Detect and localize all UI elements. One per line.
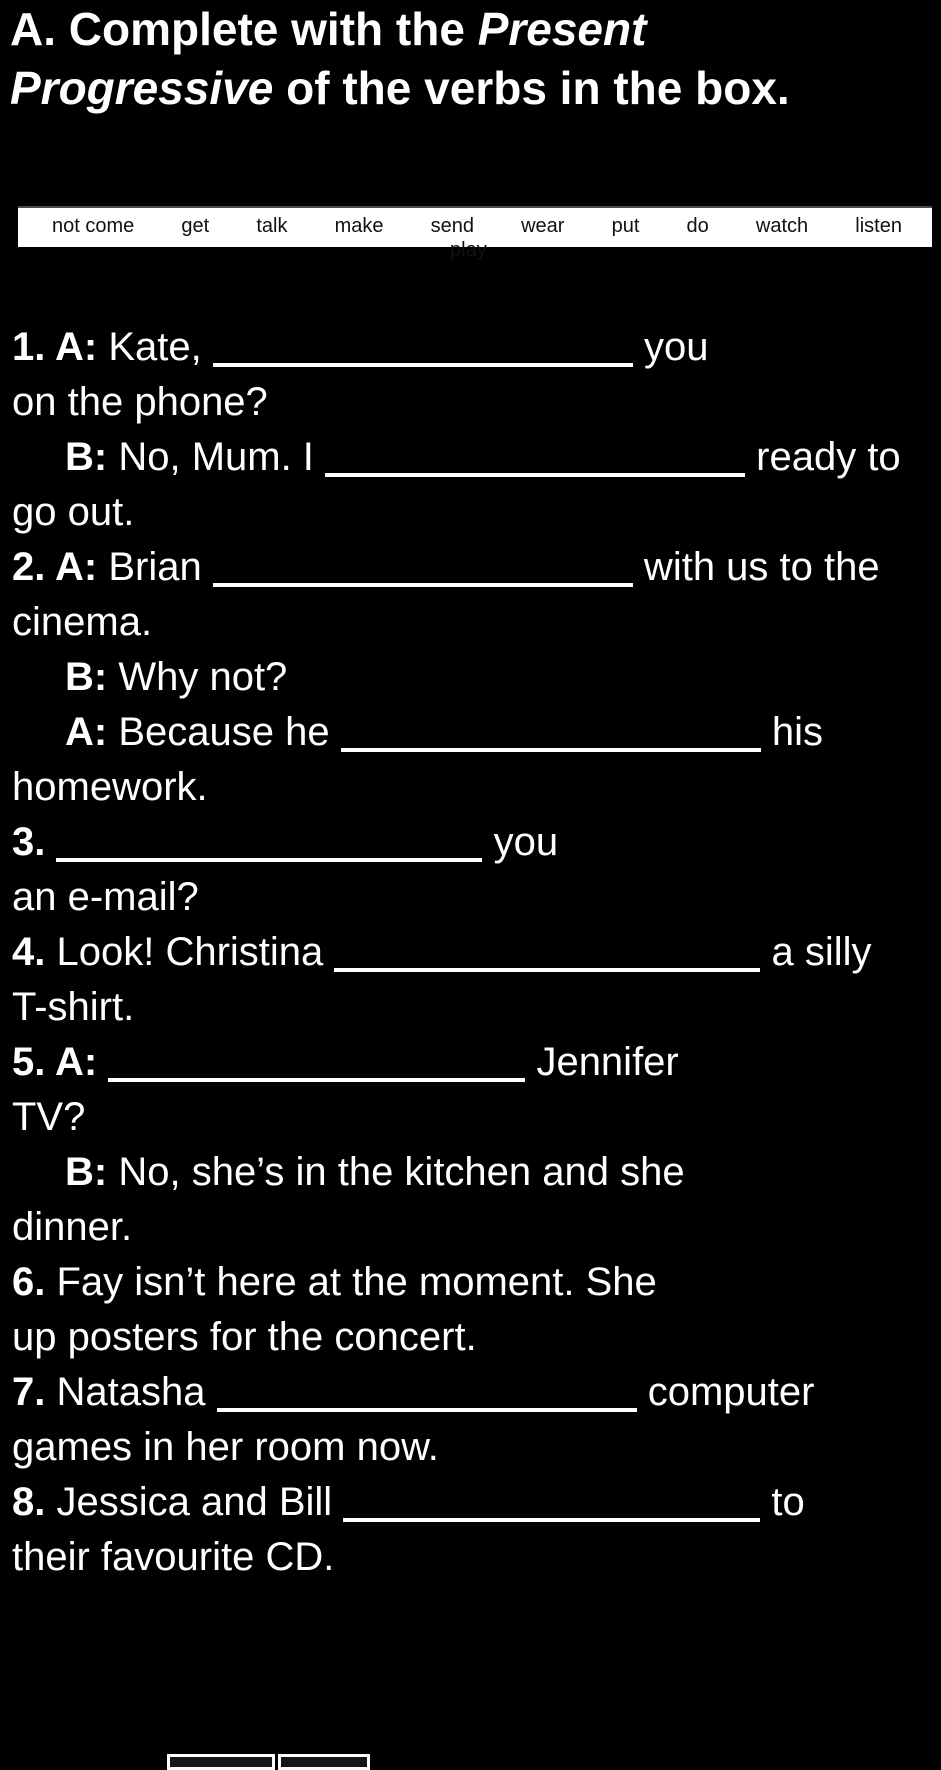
exercise-line (12, 760, 941, 815)
exercise-text-segment: dinner. (12, 1205, 133, 1249)
fill-in-blank[interactable] (217, 1378, 637, 1412)
exercise-text-segment: 2. A: (12, 545, 98, 589)
fill-in-blank[interactable] (213, 333, 633, 367)
exercise-line (12, 375, 941, 430)
exercise-text-segment: 6. (12, 1260, 46, 1304)
fill-in-blank[interactable] (341, 718, 761, 752)
exercise-title (10, 0, 938, 118)
fill-in-blank[interactable] (108, 1048, 525, 1082)
exercise-text-segment: No, Mum. I (107, 435, 326, 479)
exercise-line (12, 1310, 941, 1365)
exercise-line (12, 485, 941, 540)
exercise-line (12, 1145, 941, 1200)
exercise-line (12, 1365, 941, 1420)
word-box-item: get (181, 215, 210, 237)
title-text-segment: A. Complete with the (10, 3, 478, 55)
verb-word-box (18, 206, 932, 261)
fill-in-blank[interactable] (334, 938, 760, 972)
exercise-text-segment: you (482, 820, 559, 864)
word-box-item: put (611, 215, 640, 237)
clipped-bottom-box (167, 1754, 275, 1770)
exercise-line (12, 870, 941, 925)
title-line (10, 59, 938, 118)
word-box-item: listen (855, 215, 902, 237)
exercise-line (12, 925, 941, 980)
exercise-text-segment: 1. A: (12, 325, 98, 369)
fill-in-blank[interactable] (56, 828, 482, 862)
clipped-bottom-box (278, 1754, 370, 1770)
fill-in-blank[interactable] (325, 443, 745, 477)
exercise-text-segment: Brian (97, 545, 213, 589)
exercise-line (12, 1035, 941, 1090)
exercise-line (12, 595, 941, 650)
exercise-text-segment: 8. (12, 1480, 46, 1524)
word-box-item: send (430, 215, 474, 237)
exercise-text-segment: computer (636, 1370, 815, 1414)
exercise-text-segment: on the phone? (12, 380, 268, 424)
exercise-text-segment: go out. (12, 490, 135, 534)
word-box-item: do (686, 215, 709, 237)
exercise-text-segment: homework. (12, 765, 208, 809)
exercise-text-segment: B: (65, 1150, 108, 1194)
exercise-text-segment: up posters for the concert. (12, 1315, 477, 1359)
exercise-line (12, 705, 941, 760)
exercise-text-segment (45, 820, 56, 864)
exercise-text-segment: you (632, 325, 709, 369)
exercise-line (12, 320, 941, 375)
exercise-text-segment: TV? (12, 1095, 86, 1139)
exercise-text-segment: an e-mail? (12, 875, 199, 919)
exercise-text-segment: A: (65, 710, 108, 754)
verb-word-box-clipped-word: play (450, 239, 487, 261)
exercise-text-segment: Kate, (97, 325, 213, 369)
exercise-text-segment: B: (65, 435, 108, 479)
exercise-text-segment: their favourite CD. (12, 1535, 335, 1579)
exercise-text-segment: cinema. (12, 600, 153, 644)
exercise-line (12, 650, 941, 705)
exercise-text-segment: Jessica and Bill (45, 1480, 344, 1524)
exercise-text-segment: T-shirt. (12, 985, 135, 1029)
exercise-line (12, 1090, 941, 1145)
fill-in-blank[interactable] (213, 553, 633, 587)
word-box-item: wear (521, 215, 565, 237)
fill-in-blank[interactable] (343, 1488, 760, 1522)
exercise-line (12, 1475, 941, 1530)
title-text-segment: of the verbs in the box. (273, 62, 790, 114)
exercise-text-segment: Because he (107, 710, 341, 754)
exercise-text-segment (97, 1040, 108, 1084)
exercise-line (12, 430, 941, 485)
title-text-segment: Present (477, 3, 647, 55)
exercise-line (12, 815, 941, 870)
exercise-text-segment: 5. A: (12, 1040, 98, 1084)
title-text-segment: Progressive (10, 62, 274, 114)
exercise-text-segment: 4. (12, 930, 46, 974)
exercise-body (12, 320, 941, 1585)
exercise-text-segment: ready to (745, 435, 901, 479)
title-line (10, 0, 938, 59)
word-box-item: talk (256, 215, 288, 237)
exercise-text-segment: 3. (12, 820, 46, 864)
exercise-text-segment: 7. (12, 1370, 46, 1414)
exercise-line (12, 1200, 941, 1255)
exercise-text-segment: with us to the (632, 545, 880, 589)
exercise-text-segment: his (760, 710, 823, 754)
exercise-text-segment: Look! Christina (45, 930, 335, 974)
exercise-line (12, 980, 941, 1035)
exercise-line (12, 1420, 941, 1475)
exercise-text-segment: Fay isn’t here at the moment. She (45, 1260, 657, 1304)
word-box-item: watch (755, 215, 809, 237)
exercise-text-segment: Natasha (45, 1370, 217, 1414)
word-box-item: not come (52, 215, 135, 237)
exercise-text-segment: Jennifer (525, 1040, 679, 1084)
exercise-text-segment: a silly (760, 930, 872, 974)
exercise-text-segment: No, she’s in the kitchen and she (107, 1150, 685, 1194)
word-box-item: make (334, 215, 384, 237)
exercise-line (12, 1255, 941, 1310)
exercise-text-segment: B: (65, 655, 108, 699)
exercise-text-segment: Why not? (107, 655, 288, 699)
exercise-text-segment: to (760, 1480, 805, 1524)
exercise-text-segment: games in her room now. (12, 1425, 439, 1469)
exercise-line (12, 1530, 941, 1585)
exercise-line (12, 540, 941, 595)
